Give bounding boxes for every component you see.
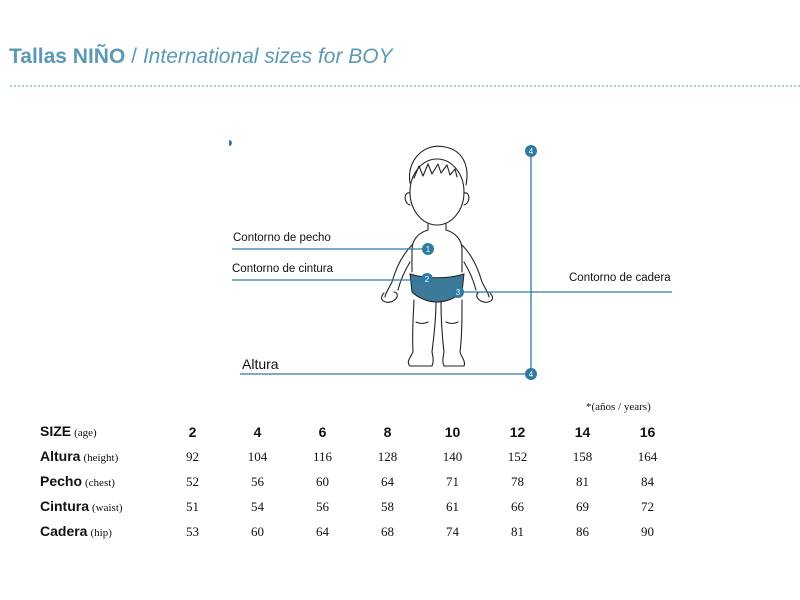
table-cell: 69 bbox=[576, 498, 589, 514]
row-sub: (height) bbox=[83, 451, 119, 464]
title-english: International sizes for BOY bbox=[142, 45, 393, 68]
table-cell: 56 bbox=[251, 473, 264, 489]
size-col-header: 6 bbox=[318, 424, 327, 440]
table-cell: 61 bbox=[446, 498, 459, 514]
table-cell: 158 bbox=[572, 448, 593, 464]
table-cell: 68 bbox=[381, 523, 394, 539]
size-header-sub: (age) bbox=[74, 427, 97, 439]
ears bbox=[405, 193, 469, 205]
row-label: Cintura bbox=[40, 497, 89, 514]
legs bbox=[413, 300, 462, 352]
table-cell: 81 bbox=[576, 473, 589, 489]
table-cell: 92 bbox=[186, 448, 199, 464]
table-cell: 90 bbox=[641, 523, 654, 539]
svg-text:2: 2 bbox=[424, 275, 430, 284]
table-cell: 60 bbox=[251, 523, 264, 539]
table-cell: 104 bbox=[247, 448, 268, 464]
table-cell: 86 bbox=[576, 523, 589, 539]
table-cell: 53 bbox=[186, 523, 199, 539]
size-table bbox=[40, 420, 680, 544]
svg-text:1: 1 bbox=[425, 245, 431, 254]
row-header bbox=[40, 469, 160, 494]
right-hand bbox=[477, 292, 493, 302]
table-cell: 116 bbox=[312, 448, 333, 464]
marker-hip bbox=[452, 286, 464, 298]
title-spanish: Tallas NIÑO bbox=[9, 45, 126, 68]
table-cell: 74 bbox=[446, 523, 459, 539]
size-col-header: 10 bbox=[444, 424, 461, 440]
row-header bbox=[40, 494, 160, 519]
row-sub: (chest) bbox=[85, 476, 115, 489]
waist-label: Contorno de cintura bbox=[232, 263, 334, 275]
table-row-waist bbox=[40, 494, 680, 519]
size-col-header: 14 bbox=[574, 424, 591, 440]
table-cell: 64 bbox=[381, 473, 394, 489]
size-col-header: 8 bbox=[383, 424, 392, 440]
size-col-header: 16 bbox=[639, 424, 656, 440]
table-cell: 64 bbox=[316, 523, 329, 539]
knees bbox=[416, 322, 458, 324]
table-row-hip bbox=[40, 519, 680, 544]
table-cell: 58 bbox=[381, 498, 394, 514]
table-cell: 164 bbox=[637, 448, 658, 464]
svg-text:4: 4 bbox=[528, 370, 534, 379]
svg-text:4: 4 bbox=[528, 147, 534, 156]
table-cell: 60 bbox=[316, 473, 329, 489]
table-cell: 71 bbox=[446, 473, 459, 489]
row-header bbox=[40, 519, 160, 544]
size-header-label: SIZE bbox=[40, 423, 72, 439]
boy-illustration bbox=[382, 146, 493, 366]
feet bbox=[408, 352, 464, 366]
size-header-row bbox=[40, 420, 680, 444]
table-cell: 81 bbox=[511, 523, 524, 539]
table-row-chest bbox=[40, 469, 680, 494]
table-cell: 72 bbox=[641, 498, 654, 514]
decorative-mark bbox=[229, 140, 232, 146]
row-label: Altura bbox=[40, 447, 81, 464]
row-sub: (hip) bbox=[90, 526, 112, 539]
size-col-header: 2 bbox=[188, 424, 197, 440]
table-cell: 54 bbox=[251, 498, 264, 514]
title-separator: / bbox=[131, 45, 137, 68]
row-sub: (waist) bbox=[92, 501, 123, 514]
table-cell: 84 bbox=[641, 473, 654, 489]
height-label: Altura bbox=[242, 356, 279, 372]
marker-waist bbox=[421, 273, 433, 285]
hip-label: Contorno de cadera bbox=[569, 272, 671, 284]
hair bbox=[409, 146, 467, 185]
marker-height-top bbox=[525, 145, 537, 157]
size-col-header: 4 bbox=[253, 424, 262, 440]
marker-height-bottom bbox=[525, 368, 537, 380]
table-cell: 56 bbox=[316, 498, 329, 514]
svg-text:3: 3 bbox=[455, 288, 461, 297]
row-label: Cadera bbox=[40, 522, 88, 539]
left-hand bbox=[382, 292, 398, 302]
table-cell: 66 bbox=[511, 498, 524, 514]
size-col-header: 12 bbox=[509, 424, 526, 440]
chest-label: Contorno de pecho bbox=[233, 232, 331, 244]
age-note: *(años / years) bbox=[586, 401, 651, 413]
size-header-cell bbox=[40, 420, 160, 444]
table-cell: 152 bbox=[507, 448, 528, 464]
table-cell: 78 bbox=[511, 473, 524, 489]
row-header bbox=[40, 444, 160, 469]
table-cell: 51 bbox=[186, 498, 199, 514]
table-row-height bbox=[40, 444, 680, 469]
table-cell: 140 bbox=[442, 448, 463, 464]
marker-chest bbox=[422, 243, 434, 255]
table-cell: 52 bbox=[186, 473, 199, 489]
torso bbox=[412, 230, 462, 272]
table-cell: 128 bbox=[377, 448, 398, 464]
row-label: Pecho bbox=[40, 472, 83, 489]
